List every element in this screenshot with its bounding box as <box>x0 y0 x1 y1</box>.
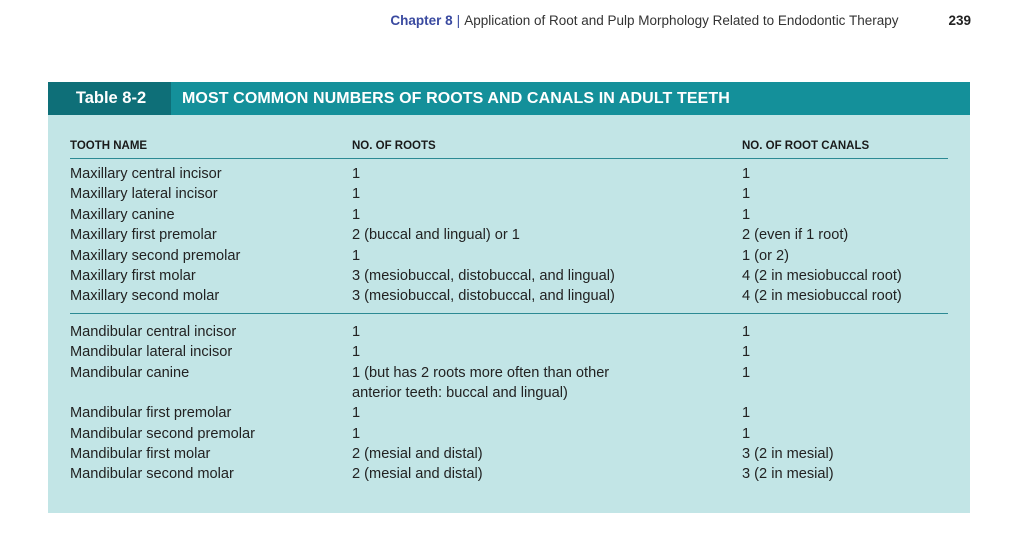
chapter-title: Application of Root and Pulp Morphology Related to Endodontic Therapy <box>464 13 899 28</box>
roots-cell: 2 (mesial and distal) <box>352 446 483 463</box>
maxillary-rows <box>70 164 948 307</box>
roots-cell: 3 (mesiobuccal, distobuccal, and lingual) <box>352 267 615 284</box>
canals-cell: 1 <box>742 344 751 361</box>
tooth-name-cell: Mandibular second premolar <box>70 425 255 442</box>
roots-cell: 1 <box>352 186 361 203</box>
canals-cell: 1 <box>742 405 751 422</box>
roots-cell: 1 <box>352 425 361 442</box>
roots-cell: 1 <box>352 166 361 182</box>
tooth-name-cell: Maxillary canine <box>70 206 175 223</box>
table-title: MOST COMMON NUMBERS OF ROOTS AND CANALS IN ADULT TEETH <box>182 89 730 107</box>
roots-cell: 2 (buccal and lingual) or 1 <box>352 227 520 244</box>
canals-cell: 1 <box>742 425 751 442</box>
column-header-roots: NO. OF ROOTS <box>352 140 436 152</box>
tooth-name-cell: Maxillary second molar <box>70 288 220 305</box>
roots-cell: 3 (mesiobuccal, distobuccal, and lingual) <box>352 288 615 305</box>
tooth-name-cell: Maxillary lateral incisor <box>70 186 218 203</box>
tooth-name-cell: Mandibular canine <box>70 364 190 381</box>
canals-cell: 3 (2 in mesial) <box>742 466 834 483</box>
roots-cell: 1 <box>352 206 361 223</box>
table-row <box>70 342 948 362</box>
table-row <box>70 464 948 484</box>
column-header-canals: NO. OF ROOT CANALS <box>742 140 870 152</box>
canals-cell: 1 <box>742 323 751 340</box>
canals-cell: 2 (even if 1 root) <box>742 227 849 244</box>
roots-cell: 1 <box>352 405 361 422</box>
roots-cell: 1 <box>352 344 361 361</box>
tooth-name-cell: Mandibular second molar <box>70 466 234 483</box>
table-body <box>70 140 948 485</box>
canals-cell: 3 (2 in mesial) <box>742 446 834 463</box>
table-row <box>70 424 948 444</box>
table-row <box>70 205 948 225</box>
table-row <box>70 363 948 404</box>
canals-cell: 1 <box>742 166 751 182</box>
running-head <box>0 12 971 30</box>
canals-cell: 1 <box>742 186 751 203</box>
canals-cell: 1 <box>742 206 751 223</box>
roots-cell: 2 (mesial and distal) <box>352 466 483 483</box>
canals-cell: 1 <box>742 364 751 381</box>
tooth-name-cell: Mandibular lateral incisor <box>70 344 233 361</box>
mandibular-rows <box>70 322 948 485</box>
table-row <box>70 246 948 266</box>
canals-cell: 4 (2 in mesiobuccal root) <box>742 288 902 305</box>
tooth-name-cell: Maxillary first premolar <box>70 227 217 244</box>
canals-cell: 4 (2 in mesiobuccal root) <box>742 267 902 284</box>
table-row <box>70 286 948 306</box>
table-row <box>70 444 948 464</box>
group-divider <box>70 313 948 314</box>
roots-cell: 1 <box>352 323 361 340</box>
table-row <box>70 164 948 184</box>
roots-cell: 1 (but has 2 roots more often than other anterior teeth: buccal and lingual) <box>352 364 610 401</box>
tooth-name-cell: Mandibular central incisor <box>70 323 237 340</box>
tooth-name-cell: Mandibular first molar <box>70 446 211 463</box>
table-row <box>70 225 948 245</box>
roots-cell: 1 <box>352 247 361 264</box>
column-header-tooth-name: TOOTH NAME <box>70 140 148 152</box>
running-head-separator: | <box>456 13 461 28</box>
canals-cell: 1 (or 2) <box>742 247 790 264</box>
tooth-name-cell: Maxillary second premolar <box>70 247 241 264</box>
table-header-bar <box>48 82 970 115</box>
roots-canals-table <box>48 82 970 513</box>
tooth-name-cell: Mandibular first premolar <box>70 405 232 422</box>
column-header-row <box>70 140 948 159</box>
chapter-label: Chapter 8 <box>390 13 453 28</box>
table-number: Table 8-2 <box>48 82 171 115</box>
page-number: 239 <box>948 13 971 28</box>
table-row <box>70 322 948 342</box>
table-row <box>70 184 948 204</box>
table-row <box>70 403 948 423</box>
tooth-name-cell: Maxillary first molar <box>70 267 196 284</box>
table-row <box>70 266 948 286</box>
tooth-name-cell: Maxillary central incisor <box>70 166 222 182</box>
